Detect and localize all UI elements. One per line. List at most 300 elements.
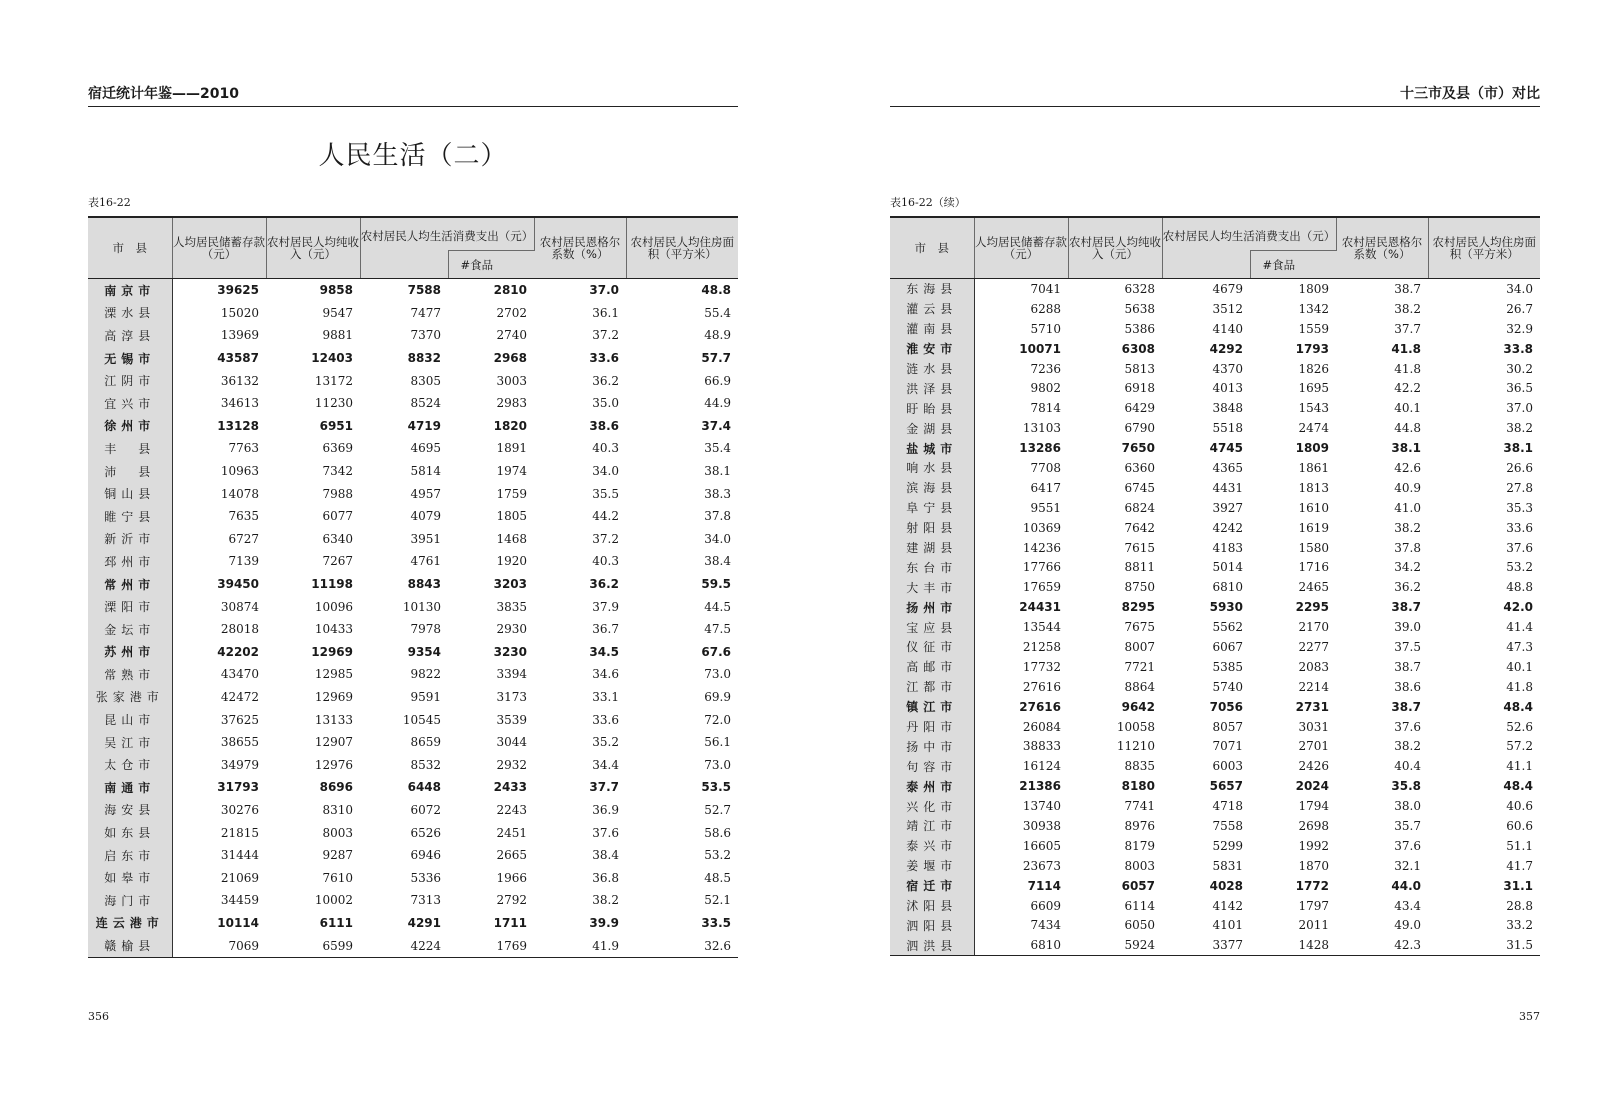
table-row — [88, 460, 738, 483]
cell-name: 江阴市 — [88, 369, 172, 392]
table-row — [88, 324, 738, 347]
cell-food: 1794 — [1298, 799, 1329, 814]
cell-name: 南京市 — [88, 279, 172, 302]
cell-consumption: 4183 — [1212, 540, 1243, 555]
cell-housing: 52.1 — [704, 893, 731, 908]
table-row — [890, 856, 1540, 876]
cell-consumption: 5831 — [1212, 858, 1243, 873]
cell-savings: 42202 — [217, 644, 259, 659]
cell-name: 丹阳市 — [890, 717, 974, 737]
cell-savings: 43587 — [217, 351, 259, 366]
cell-engel: 44.0 — [1391, 878, 1421, 893]
cell-housing: 73.0 — [704, 757, 731, 772]
cell-food: 1695 — [1298, 381, 1329, 396]
cell-housing: 69.9 — [704, 689, 731, 704]
cell-housing: 28.8 — [1506, 898, 1533, 913]
cell-engel: 40.9 — [1394, 480, 1421, 495]
cell-housing: 26.6 — [1506, 460, 1533, 475]
cell-food: 3394 — [496, 667, 527, 682]
cell-savings: 7763 — [228, 441, 259, 456]
cell-food: 1966 — [496, 870, 527, 885]
table-label: 表16-22（续） — [890, 196, 966, 209]
cell-consumption: 5740 — [1212, 679, 1243, 694]
table-row — [88, 776, 738, 799]
cell-income: 7741 — [1124, 799, 1155, 814]
cell-consumption: 9354 — [407, 644, 441, 659]
table-row — [88, 641, 738, 664]
table-row — [88, 912, 738, 935]
cell-engel: 40.3 — [592, 554, 619, 569]
cell-food: 1543 — [1298, 401, 1329, 416]
cell-savings: 10071 — [1019, 341, 1061, 356]
cell-income: 9881 — [322, 328, 353, 343]
cell-name: 射阳县 — [890, 518, 974, 538]
cell-food: 3835 — [496, 599, 527, 614]
cell-name: 金坛市 — [88, 618, 172, 641]
table-row — [88, 799, 738, 822]
cell-food: 2083 — [1298, 659, 1329, 674]
cell-consumption: 6526 — [410, 825, 441, 840]
table-row — [890, 478, 1540, 498]
cell-consumption: 3848 — [1212, 401, 1243, 416]
cell-income: 12985 — [314, 667, 353, 682]
cell-name: 姜堰市 — [890, 856, 974, 876]
cell-income: 6050 — [1124, 918, 1155, 933]
table-row — [890, 617, 1540, 637]
cell-food: 2932 — [496, 757, 527, 772]
cell-food: 2731 — [1295, 699, 1329, 714]
cell-food: 2665 — [496, 848, 527, 863]
cell-savings: 30276 — [220, 802, 259, 817]
cell-income: 8864 — [1124, 679, 1155, 694]
cell-income: 13133 — [314, 712, 353, 727]
cell-housing: 60.6 — [1506, 818, 1533, 833]
cell-income: 6308 — [1121, 341, 1155, 356]
cell-engel: 35.0 — [592, 396, 619, 411]
table-row — [88, 528, 738, 551]
cell-savings: 6417 — [1030, 480, 1061, 495]
cell-housing: 52.7 — [704, 802, 731, 817]
cell-income: 8976 — [1124, 818, 1155, 833]
cell-name: 南通市 — [88, 776, 172, 799]
table-row — [890, 557, 1540, 577]
cell-housing: 48.9 — [704, 328, 731, 343]
cell-housing: 48.5 — [704, 870, 731, 885]
cell-housing: 42.0 — [1503, 600, 1533, 615]
cell-food: 1769 — [448, 934, 534, 957]
cell-name: 高淳县 — [88, 324, 172, 347]
cell-engel: 35.8 — [1391, 779, 1421, 794]
cell-income: 6429 — [1124, 401, 1155, 416]
cell-engel: 38.2 — [1394, 520, 1421, 535]
table-row — [88, 889, 738, 912]
cell-food: 3031 — [1298, 719, 1329, 734]
cell-food: 2214 — [1298, 679, 1329, 694]
cell-housing: 38.1 — [704, 464, 731, 479]
cell-name: 靖江市 — [890, 816, 974, 836]
cell-income: 7342 — [322, 464, 353, 479]
cell-housing: 40.1 — [1506, 659, 1533, 674]
table-row — [88, 595, 738, 618]
cell-engel: 38.7 — [1391, 699, 1421, 714]
cell-engel: 35.2 — [592, 735, 619, 750]
cell-engel: 35.5 — [592, 486, 619, 501]
cell-savings: 21815 — [220, 825, 259, 840]
cell-engel: 34.0 — [592, 464, 619, 479]
cell-engel: 37.0 — [589, 283, 619, 298]
cell-engel: 38.1 — [1391, 441, 1421, 456]
table-row — [88, 279, 738, 302]
cell-name: 太仓市 — [88, 753, 172, 776]
cell-food: 1759 — [496, 486, 527, 501]
cell-name: 赣榆县 — [88, 934, 172, 957]
cell-consumption: 5336 — [410, 870, 441, 885]
cell-food: 3003 — [496, 373, 527, 388]
cell-income: 6340 — [322, 531, 353, 546]
table-row — [88, 663, 738, 686]
cell-savings: 13740 — [1022, 799, 1061, 814]
cell-consumption: 4745 — [1209, 441, 1243, 456]
cell-food: 2426 — [1298, 759, 1329, 774]
table-row — [890, 736, 1540, 756]
header-engel: 农村居民恩格尔系数（%） — [1336, 217, 1428, 279]
cell-name: 灌南县 — [890, 319, 974, 339]
cell-engel: 37.5 — [1394, 639, 1421, 654]
cell-food: 2702 — [496, 305, 527, 320]
cell-housing: 72.0 — [704, 712, 731, 727]
cell-consumption: 4101 — [1212, 918, 1243, 933]
cell-income: 8696 — [319, 780, 353, 795]
cell-engel: 44.8 — [1394, 421, 1421, 436]
cell-income: 6745 — [1124, 480, 1155, 495]
cell-name: 沭阳县 — [890, 896, 974, 916]
cell-engel: 37.2 — [592, 328, 619, 343]
cell-housing: 41.8 — [1506, 679, 1533, 694]
cell-savings: 26084 — [1022, 719, 1061, 734]
running-head-text: 宿迁统计年鉴——2010 — [88, 86, 239, 102]
cell-consumption: 4719 — [407, 418, 441, 433]
cell-consumption: 5657 — [1209, 779, 1243, 794]
cell-name: 泗洪县 — [890, 935, 974, 955]
cell-consumption: 6067 — [1212, 639, 1243, 654]
header-consumption: 农村居民人均生活消费支出（元） — [1162, 217, 1336, 251]
cell-savings: 21069 — [220, 870, 259, 885]
cell-food: 1428 — [1250, 935, 1336, 955]
table-row — [890, 299, 1540, 319]
cell-savings: 7434 — [1030, 918, 1061, 933]
cell-name: 洪泽县 — [890, 378, 974, 398]
cell-savings: 31793 — [217, 780, 259, 795]
table-row — [890, 418, 1540, 438]
cell-housing: 35.3 — [1506, 500, 1533, 515]
cell-consumption: 4028 — [1209, 878, 1243, 893]
table-row — [88, 437, 738, 460]
cell-savings: 17659 — [1022, 580, 1061, 595]
cell-name: 句容市 — [890, 756, 974, 776]
cell-housing: 66.9 — [704, 373, 731, 388]
cell-food: 2698 — [1298, 818, 1329, 833]
table-row — [88, 686, 738, 709]
cell-food: 1920 — [496, 554, 527, 569]
cell-food: 3230 — [493, 644, 527, 659]
cell-name: 涟水县 — [890, 359, 974, 379]
cell-income: 6824 — [1124, 500, 1155, 515]
cell-food: 3203 — [493, 577, 527, 592]
cell-income: 7267 — [322, 554, 353, 569]
cell-food: 1793 — [1295, 341, 1329, 356]
cell-engel: 36.8 — [592, 870, 619, 885]
cell-savings: 30874 — [220, 599, 259, 614]
cell-consumption: 7558 — [1212, 818, 1243, 833]
cell-food: 2451 — [496, 825, 527, 840]
header-savings: 人均居民储蓄存款（元） — [172, 217, 266, 279]
cell-income: 8180 — [1121, 779, 1155, 794]
cell-income: 10058 — [1116, 719, 1155, 734]
cell-engel: 38.6 — [1394, 679, 1421, 694]
cell-income: 12403 — [311, 351, 353, 366]
header-food: #食品 — [448, 251, 534, 279]
cell-income: 8179 — [1124, 838, 1155, 853]
cell-consumption: 4292 — [1209, 341, 1243, 356]
cell-consumption: 4224 — [360, 934, 448, 957]
cell-savings: 14078 — [220, 486, 259, 501]
cell-engel: 41.8 — [1391, 341, 1421, 356]
cell-savings: 43470 — [220, 667, 259, 682]
cell-savings: 21258 — [1022, 639, 1061, 654]
cell-housing: 51.1 — [1506, 838, 1533, 853]
cell-consumption: 9822 — [410, 667, 441, 682]
cell-engel: 36.7 — [592, 622, 619, 637]
cell-consumption: 7588 — [407, 283, 441, 298]
table-row — [890, 518, 1540, 538]
cell-income: 6328 — [1124, 281, 1155, 296]
cell-housing: 37.4 — [701, 418, 731, 433]
cell-engel: 34.2 — [1394, 560, 1421, 575]
table-row — [88, 753, 738, 776]
cell-engel: 40.1 — [1394, 401, 1421, 416]
cell-savings: 42472 — [220, 689, 259, 704]
cell-savings: 6727 — [228, 531, 259, 546]
table-row — [88, 731, 738, 754]
cell-engel: 36.2 — [1394, 580, 1421, 595]
table-row — [88, 302, 738, 325]
cell-income: 7650 — [1121, 441, 1155, 456]
cell-consumption: 7978 — [410, 622, 441, 637]
table-row — [890, 398, 1540, 418]
cell-name: 泰兴市 — [890, 836, 974, 856]
cell-income: 5924 — [1068, 935, 1162, 955]
cell-food: 1992 — [1298, 838, 1329, 853]
cell-income: 7615 — [1124, 540, 1155, 555]
cell-consumption: 10545 — [402, 712, 441, 727]
cell-housing: 37.6 — [1506, 540, 1533, 555]
stats-table-continued — [890, 216, 1540, 956]
cell-food: 2810 — [493, 283, 527, 298]
cell-housing: 41.7 — [1506, 858, 1533, 873]
cell-name: 铜山县 — [88, 482, 172, 505]
cell-savings: 14236 — [1022, 540, 1061, 555]
cell-consumption: 4957 — [410, 486, 441, 501]
table-row — [890, 577, 1540, 597]
cell-savings: 6288 — [1030, 301, 1061, 316]
cell-name: 溧阳市 — [88, 595, 172, 618]
table-row — [890, 438, 1540, 458]
cell-food: 2295 — [1295, 600, 1329, 615]
cell-name: 扬州市 — [890, 597, 974, 617]
cell-engel: 35.7 — [1394, 818, 1421, 833]
cell-consumption: 4370 — [1212, 361, 1243, 376]
cell-food: 1797 — [1298, 898, 1329, 913]
cell-housing: 41.4 — [1506, 620, 1533, 635]
cell-savings: 23673 — [1022, 858, 1061, 873]
cell-consumption: 9591 — [410, 689, 441, 704]
cell-income: 6369 — [322, 441, 353, 456]
cell-consumption: 8305 — [410, 373, 441, 388]
cell-consumption: 4365 — [1212, 460, 1243, 475]
cell-consumption: 4013 — [1212, 381, 1243, 396]
page-number: 357 — [1519, 1010, 1540, 1023]
cell-food: 1861 — [1298, 460, 1329, 475]
cell-engel: 37.7 — [1394, 321, 1421, 336]
table-row — [88, 618, 738, 641]
running-head — [890, 86, 1540, 107]
cell-savings: 9551 — [1030, 500, 1061, 515]
cell-housing: 26.7 — [1506, 301, 1533, 316]
cell-engel: 37.7 — [589, 780, 619, 795]
table-row — [88, 708, 738, 731]
cell-income: 13172 — [314, 373, 353, 388]
cell-name: 启东市 — [88, 844, 172, 867]
cell-name: 盱眙县 — [890, 398, 974, 418]
cell-food: 1826 — [1298, 361, 1329, 376]
header-engel: 农村居民恩格尔系数（%） — [534, 217, 626, 279]
cell-name: 宜兴市 — [88, 392, 172, 415]
cell-name: 大丰市 — [890, 577, 974, 597]
cell-engel: 38.4 — [592, 848, 619, 863]
cell-savings: 16605 — [1022, 838, 1061, 853]
cell-housing: 58.6 — [704, 825, 731, 840]
cell-consumption: 7370 — [410, 328, 441, 343]
cell-savings: 9802 — [1030, 381, 1061, 396]
cell-housing: 37.8 — [704, 509, 731, 524]
cell-consumption: 4679 — [1212, 281, 1243, 296]
cell-name: 溧水县 — [88, 302, 172, 325]
table-row — [890, 637, 1540, 657]
cell-consumption: 4140 — [1212, 321, 1243, 336]
cell-income: 8003 — [322, 825, 353, 840]
cell-name: 盐城市 — [890, 438, 974, 458]
cell-food: 1610 — [1298, 500, 1329, 515]
cell-consumption: 5814 — [410, 464, 441, 479]
cell-housing: 41.1 — [1506, 759, 1533, 774]
cell-savings: 31444 — [220, 848, 259, 863]
cell-consumption: 6072 — [410, 802, 441, 817]
cell-housing: 40.6 — [1506, 799, 1533, 814]
cell-income: 8750 — [1124, 580, 1155, 595]
cell-savings: 37625 — [220, 712, 259, 727]
cell-income: 10002 — [314, 893, 353, 908]
cell-savings: 38655 — [220, 735, 259, 750]
cell-housing: 44.9 — [704, 396, 731, 411]
table-row — [88, 821, 738, 844]
cell-consumption: 7071 — [1212, 739, 1243, 754]
cell-income: 11210 — [1116, 739, 1155, 754]
cell-housing: 73.0 — [704, 667, 731, 682]
cell-savings: 17732 — [1022, 659, 1061, 674]
cell-income: 8295 — [1121, 600, 1155, 615]
cell-housing: 48.4 — [1503, 699, 1533, 714]
cell-income: 6951 — [319, 418, 353, 433]
cell-income: 7675 — [1124, 620, 1155, 635]
header-income: 农村居民人均纯收入（元） — [266, 217, 360, 279]
table-row — [88, 844, 738, 867]
header-income: 农村居民人均纯收入（元） — [1068, 217, 1162, 279]
cell-housing: 53.5 — [701, 780, 731, 795]
cell-engel: 38.0 — [1394, 799, 1421, 814]
cell-savings: 28018 — [220, 622, 259, 637]
cell-food: 2983 — [496, 396, 527, 411]
table-row — [88, 392, 738, 415]
cell-engel: 42.2 — [1394, 381, 1421, 396]
cell-consumption: 4718 — [1212, 799, 1243, 814]
cell-housing: 35.4 — [704, 441, 731, 456]
cell-housing: 52.6 — [1506, 719, 1533, 734]
cell-housing: 57.7 — [701, 351, 731, 366]
cell-savings: 27616 — [1019, 699, 1061, 714]
cell-name: 镇江市 — [890, 697, 974, 717]
table-row — [890, 816, 1540, 836]
cell-savings: 39625 — [217, 283, 259, 298]
cell-consumption: 5930 — [1209, 600, 1243, 615]
header-consumption: 农村居民人均生活消费支出（元） — [360, 217, 534, 251]
table-row — [88, 347, 738, 370]
cell-savings: 7069 — [172, 934, 266, 957]
cell-savings: 7139 — [228, 554, 259, 569]
cell-name: 东台市 — [890, 557, 974, 577]
cell-food: 1468 — [496, 531, 527, 546]
cell-income: 7642 — [1124, 520, 1155, 535]
cell-savings: 7236 — [1030, 361, 1061, 376]
cell-name: 海门市 — [88, 889, 172, 912]
cell-engel: 37.6 — [592, 825, 619, 840]
cell-food: 1813 — [1298, 480, 1329, 495]
cell-consumption: 10130 — [402, 599, 441, 614]
cell-engel: 41.8 — [1394, 361, 1421, 376]
table-row — [890, 319, 1540, 339]
cell-food: 2024 — [1295, 779, 1329, 794]
cell-engel: 33.6 — [589, 351, 619, 366]
cell-food: 2740 — [496, 328, 527, 343]
table-row — [890, 657, 1540, 677]
cell-savings: 17766 — [1022, 560, 1061, 575]
cell-housing: 38.1 — [1503, 441, 1533, 456]
cell-housing: 53.2 — [704, 848, 731, 863]
cell-name: 泗阳县 — [890, 916, 974, 936]
cell-consumption: 7056 — [1209, 699, 1243, 714]
cell-name: 如东县 — [88, 821, 172, 844]
cell-name: 宝应县 — [890, 617, 974, 637]
cell-income: 12969 — [314, 689, 353, 704]
cell-food: 1805 — [496, 509, 527, 524]
table-row — [88, 482, 738, 505]
cell-savings: 34613 — [220, 396, 259, 411]
table-row — [890, 697, 1540, 717]
cell-engel: 38.7 — [1394, 659, 1421, 674]
cell-income: 7988 — [322, 486, 353, 501]
cell-savings: 10963 — [220, 464, 259, 479]
cell-income: 6918 — [1124, 381, 1155, 396]
table-row — [890, 458, 1540, 478]
